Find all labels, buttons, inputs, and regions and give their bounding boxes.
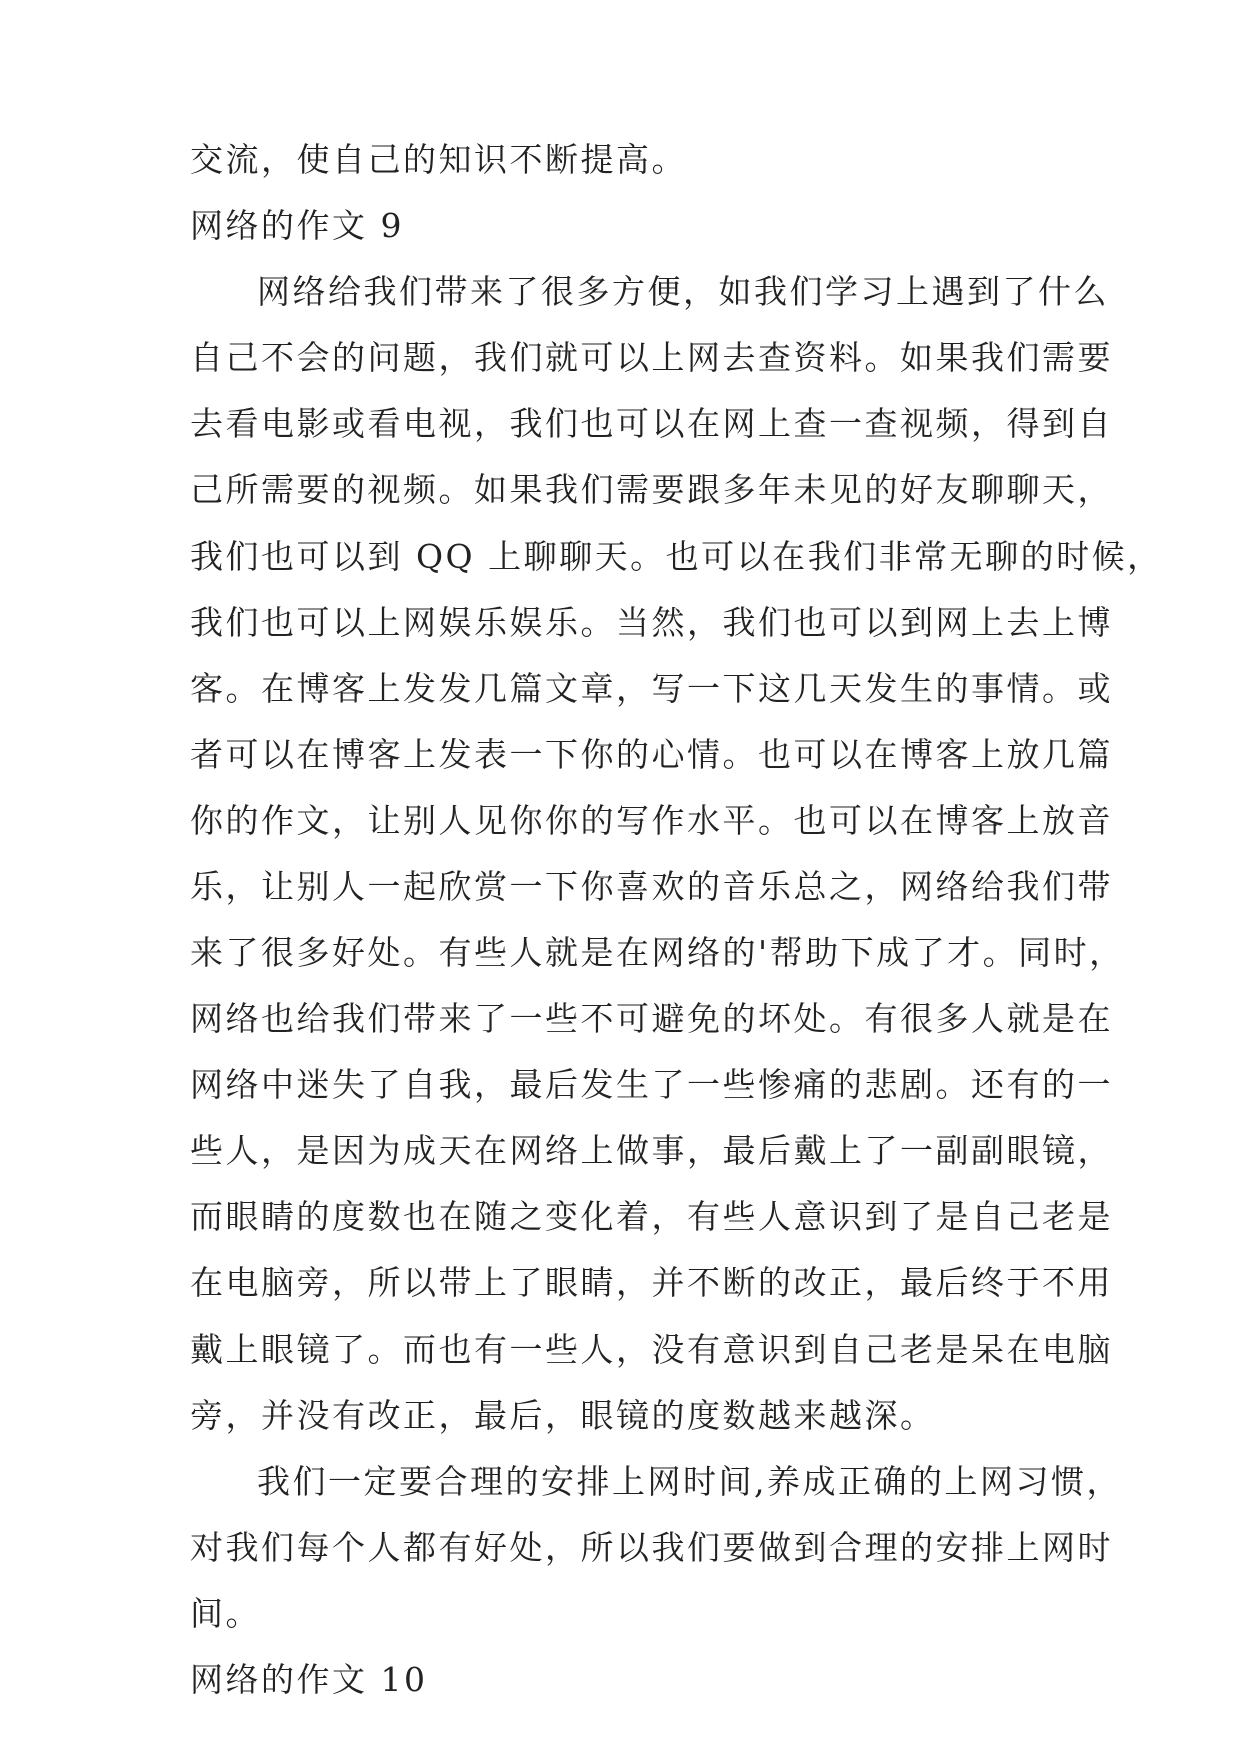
text-line: 自己不会的问题，我们就可以上网去查资料。如果我们需要	[190, 338, 1113, 377]
text-line: 我们也可以到 QQ 上聊聊天。也可以在我们非常无聊的时候，	[190, 537, 1163, 576]
text-line: 我们也可以上网娱乐娱乐。当然，我们也可以到网上去上博	[190, 603, 1113, 642]
text-line: 客。在博客上发发几篇文章，写一下这几天发生的事情。或	[190, 669, 1113, 708]
section-heading: 网络的作文 9	[190, 206, 404, 245]
text-line: 旁，并没有改正，最后，眼镜的度数越来越深。	[190, 1396, 936, 1435]
text-line: 者可以在博客上发表一下你的心情。也可以在博客上放几篇	[190, 735, 1113, 774]
text-line: 对我们每个人都有好处，所以我们要做到合理的安排上网时	[190, 1528, 1113, 1567]
paragraph-first-line: 我们一定要合理的安排上网时间,养成正确的上网习惯，	[257, 1462, 1122, 1501]
section-heading: 网络的作文 10	[190, 1660, 428, 1699]
text-line: 网络中迷失了自我，最后发生了一些惨痛的悲剧。还有的一	[190, 1065, 1113, 1104]
text-line: 乐，让别人一起欣赏一下你喜欢的音乐总之，网络给我们带	[190, 867, 1113, 906]
text-line: 你的作文，让别人见你你的写作水平。也可以在博客上放音	[190, 801, 1113, 840]
text-line: 己所需要的视频。如果我们需要跟多年未见的好友聊聊天，	[190, 470, 1113, 509]
text-line: 些人，是因为成天在网络上做事，最后戴上了一副副眼镜，	[190, 1131, 1113, 1170]
text-line: 间。	[190, 1594, 261, 1633]
text-line: 网络也给我们带来了一些不可避免的坏处。有很多人就是在	[190, 999, 1113, 1038]
paragraph-first-line: 网络给我们带来了很多方便，如我们学习上遇到了什么	[257, 272, 1109, 311]
text-line: 而眼睛的度数也在随之变化着，有些人意识到了是自己老是	[190, 1197, 1113, 1236]
text-line: 去看电影或看电视，我们也可以在网上查一查视频，得到自	[190, 404, 1113, 443]
text-line: 交流，使自己的知识不断提高。	[190, 140, 687, 179]
text-line: 来了很多好处。有些人就是在网络的'帮助下成了才。同时，	[190, 933, 1125, 972]
text-line: 戴上眼镜了。而也有一些人，没有意识到自己老是呆在电脑	[190, 1330, 1113, 1369]
text-line: 在电脑旁，所以带上了眼睛，并不断的改正，最后终于不用	[190, 1263, 1113, 1302]
